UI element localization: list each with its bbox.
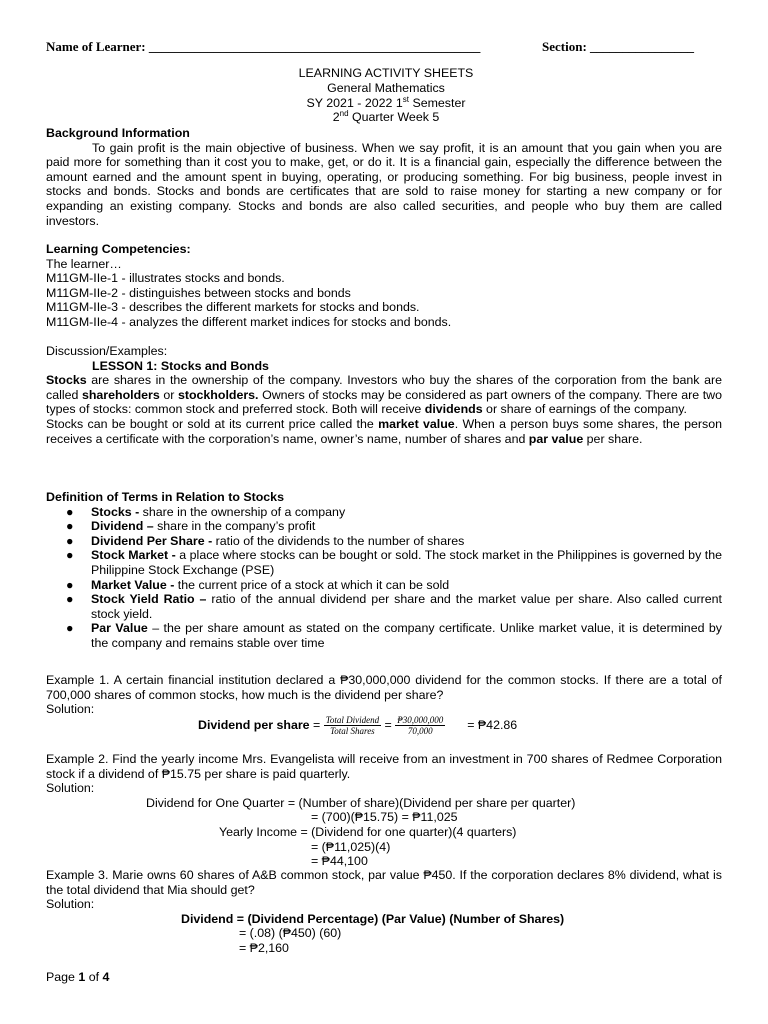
example-2-line: = (₱11,025)(4) — [311, 839, 391, 854]
bullet-icon: ● — [66, 533, 74, 548]
definition-item: ● Stocks - share in the ownership of a company — [66, 504, 346, 519]
quarter-week: 2nd Quarter Week 5 — [332, 109, 440, 125]
name-of-learner-field: Name of Learner: ___________________________________________________ — [46, 39, 481, 54]
market-value-paragraph: Stocks can be bought or sold at its current price called the market value. When a person buys some shares, the person receives a certificate with the corporation’s name, owner’s name, number of shares and par value per share. — [46, 416, 722, 446]
equals-sign: = — [309, 718, 324, 733]
subject-title: General Mathematics — [327, 80, 445, 95]
title-block — [46, 66, 726, 125]
bullet-icon: ● — [66, 577, 74, 592]
example-3-text: Example 3. Marie owns 60 shares of A&B common stock, par value ₱450. If the corporation declares 8% dividend, what is the total dividend that Mia should get? — [46, 868, 722, 897]
section-field: Section: ________________ — [542, 39, 695, 54]
competency-item: M11GM-IIe-4 - analyzes the different market indices for stocks and bonds. — [46, 314, 452, 329]
example-1-text: Example 1. A certain financial institution declared a ₱30,000,000 dividend for the common stocks. If there are a total of 700,000 shares of common stocks, how much is the dividend per share? — [46, 673, 722, 702]
background-heading: Background Information — [46, 126, 190, 140]
example-2-line: = ₱44,100 — [311, 854, 368, 869]
definitions-list — [46, 505, 722, 651]
stocks-paragraph: Stocks are shares in the ownership of the company. Investors who buy the shares of the corporation from the bank are called shareholders or stockholders. Owners of stocks may be considered as part owners of the company. There are two types of stocks: common stock and preferred stock. Both will receive dividends or share of earnings of the company. — [46, 373, 723, 417]
page-total: 4 — [102, 970, 110, 984]
bullet-icon: ● — [66, 548, 74, 563]
definition-item: ● Stock Yield Ratio – ratio of the annual dividend per share and the market value per share. Also called current stock yield. — [66, 592, 722, 621]
definitions-section — [46, 490, 722, 651]
header-fields — [46, 40, 726, 55]
example-3-line: = ₱2,160 — [239, 940, 289, 955]
example-2 — [46, 752, 722, 869]
definition-item: ● Dividend – share in the company’s profit — [66, 519, 316, 534]
example-1 — [46, 673, 722, 737]
definitions-heading: Definition of Terms in Relation to Stocks — [46, 490, 284, 504]
example-3-formula: Dividend = (Dividend Percentage) (Par Value) (Number of Shares) — [181, 911, 565, 926]
example-2-line: = (700)(₱15.75) = ₱11,025 — [311, 810, 458, 825]
background-text: To gain profit is the main objective of business. When we say profit, it is an amount that you gain when you are paid more for something than it cost you to make, get, or do it. It is a financial gain, especially the difference between the amount earned and the amount spent in buying, operating, or producing something. For big business, people invest in stocks and bonds. Stocks and bonds are certificates that are sold to raise money for starting a new company or for expanding an existing company. Stocks and bonds are also called securities, and people who buy them are called investors. — [46, 140, 722, 228]
competency-item: M11GM-IIe-1 - illustrates stocks and bonds. — [46, 271, 285, 286]
lesson-title: LESSON 1: Stocks and Bonds — [92, 358, 269, 373]
example-3-solution-label: Solution: — [46, 897, 95, 912]
fraction-values: $\frac{₱30,000,000}{70,000}$ — [397, 715, 444, 737]
example-3-line: = (.08) (₱450) (60) — [239, 926, 342, 941]
bullet-icon: ● — [66, 592, 74, 607]
example-2-line: Dividend for One Quarter = (Number of share)(Dividend per share per quarter) — [146, 795, 576, 810]
competency-item: M11GM-IIe-3 - describes the different markets for stocks and bonds. — [46, 300, 420, 315]
competencies-intro: The learner… — [46, 256, 122, 271]
definition-item: ● Market Value - the current price of a stock at which it can be sold — [66, 577, 450, 592]
definition-item: ● Par Value – the per share amount as stated on the company certificate. Unlike market value, it is determined by the company and remains stable over time — [66, 621, 722, 650]
competency-item: M11GM-IIe-2 - distinguishes between stocks and bonds — [46, 285, 351, 300]
school-year: SY 2021 - 2022 1st Semester — [306, 94, 466, 110]
example-3 — [46, 868, 722, 956]
example-2-solution-label: Solution: — [46, 781, 95, 796]
sheet-title: LEARNING ACTIVITY SHEETS — [298, 66, 474, 80]
example-1-equation — [46, 715, 722, 737]
background-section — [46, 126, 722, 228]
bullet-icon: ● — [66, 621, 74, 636]
page-number: 1 — [78, 970, 86, 984]
definition-item: ● Dividend Per Share - ratio of the dividends to the number of shares — [66, 533, 465, 548]
page-footer: Page 1 of 4 — [46, 970, 110, 984]
discussion-section — [46, 344, 722, 446]
bullet-icon: ● — [66, 519, 74, 534]
equals-sign: = — [381, 718, 396, 733]
bullet-icon: ● — [66, 504, 74, 519]
competencies-heading: Learning Competencies: — [46, 242, 191, 256]
equation-lhs: Dividend per share — [198, 718, 310, 733]
example-1-solution-label: Solution: — [46, 702, 95, 717]
example-2-text: Example 2. Find the yearly income Mrs. Evangelista will receive from an investment in 700 shares of Redmee Corporation stock if a dividend of ₱15.75 per share is paid quarterly. — [46, 752, 722, 781]
example-1-result: = ₱42.86 — [467, 718, 518, 733]
discussion-label: Discussion/Examples: — [46, 344, 168, 358]
competencies-section — [46, 242, 722, 330]
fraction-total-dividend: $\frac{\text{Total Dividend}}{\text{Total Shares}}$ — [325, 715, 380, 737]
definition-item: ● Stock Market - a place where stocks can be bought or sold. The stock market in the Philippines is governed by the Philippine Stock Exchange (PSE) — [66, 548, 722, 577]
example-2-line: Yearly Income = (Dividend for one quarter)(4 quarters) — [219, 824, 517, 839]
